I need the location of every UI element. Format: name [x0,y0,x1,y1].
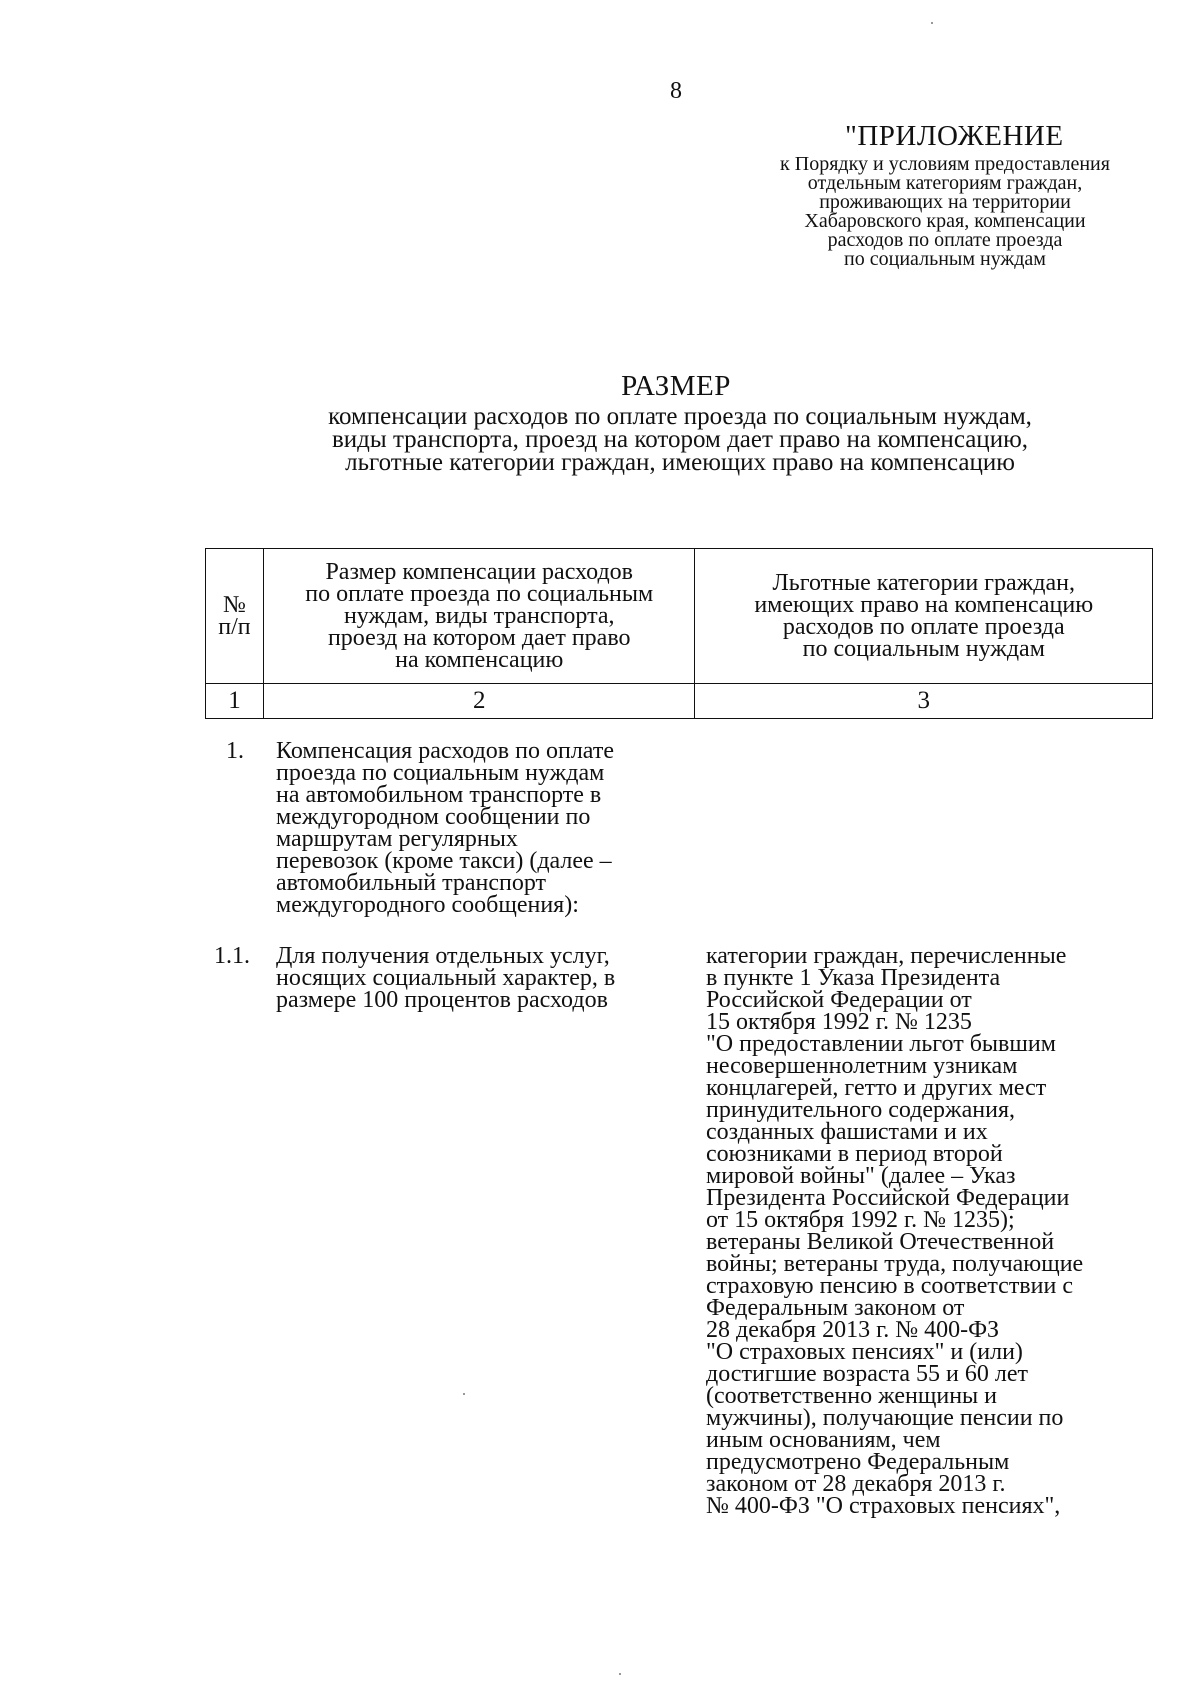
appendix-title: "ПРИЛОЖЕНИЕ [845,120,1064,152]
header-row [206,549,1153,684]
document-title: РАЗМЕР [621,370,731,402]
row-number: 1.1. [214,943,250,969]
header-text: Размер компенсации расходов по оплате проезда по социальным нуждам, виды транспорта, проезд на котором дает право на компенсацию [305,559,654,673]
column-number: 1 [206,684,264,719]
header-cell-number [206,549,264,684]
appendix-line: к Порядку и условиям предоставления [780,153,1110,175]
header-text: № п/п [218,592,251,640]
page-number: 8 [670,78,682,104]
appendix-line: по социальным нуждам [844,248,1046,270]
header-cell-categories [695,549,1153,684]
appendix-subtitle [730,155,1160,269]
subtitle-line: виды транспорта, проезд на котором дает право на компенсацию, [332,426,1028,453]
row-compensation-text: Для получения отдельных услуг, носящих социальный характер, в размере 100 процентов расходов [276,943,616,1013]
column-number-row [206,684,1153,719]
column-number: 2 [263,684,695,719]
header-text: Льготные категории граждан, имеющих право на компенсацию расходов по оплате проезда по социальным нуждам [754,570,1094,662]
appendix-line: расходов по оплате проезда [827,229,1063,251]
subtitle-line: компенсации расходов по оплате проезда по социальным нуждам, [328,403,1032,430]
header-cell-compensation [263,549,695,684]
scan-speck [463,1393,465,1395]
subtitle-line: льготные категории граждан, имеющих право на компенсацию [345,449,1015,476]
document-subtitle [260,405,1100,474]
row-categories-text: категории граждан, перечисленные в пункте 1 Указа Президента Российской Федерации от 15 октября 1992 г. № 1235 "О предоставлении льгот бывшим несовершеннолетним узникам концлагерей, гетто и других мест принудительного содержания, созданных фашистами и их союзниками в период второй мировой войны" (далее – Указ Президента Российской Федерации от 15 октября 1992 г. № 1235); ветераны Великой Отечественной войны; ветераны труда, получающие страховую пенсию в соответствии с Федеральным законом от 28 декабря 2013 г. № 400-ФЗ "О страховых пенсиях" и (или) достигшие возраста 55 и 60 лет (соответственно женщины и мужчины), получающие пенсии по иным основаниям, чем предусмотрено Федеральным законом от 28 декабря 2013 г. № 400-ФЗ "О страховых пенсиях", [706,943,1084,1519]
appendix-line: отдельным категориям граждан, [807,172,1083,194]
appendix-line: проживающих на территории [819,191,1071,213]
row-compensation-text: Компенсация расходов по оплате проезда по социальным нуждам на автомобильном транспорте в междугородном сообщении по маршрутам регулярных перевозок (кроме такси) (далее – автомобильный транспорт междугородного сообщения): [276,738,614,918]
scan-speck [931,22,933,24]
scan-speck [619,1673,621,1675]
column-number: 3 [695,684,1153,719]
appendix-line: Хабаровского края, компенсации [804,210,1086,232]
table-header [205,548,1153,719]
row-number: 1. [226,738,244,764]
